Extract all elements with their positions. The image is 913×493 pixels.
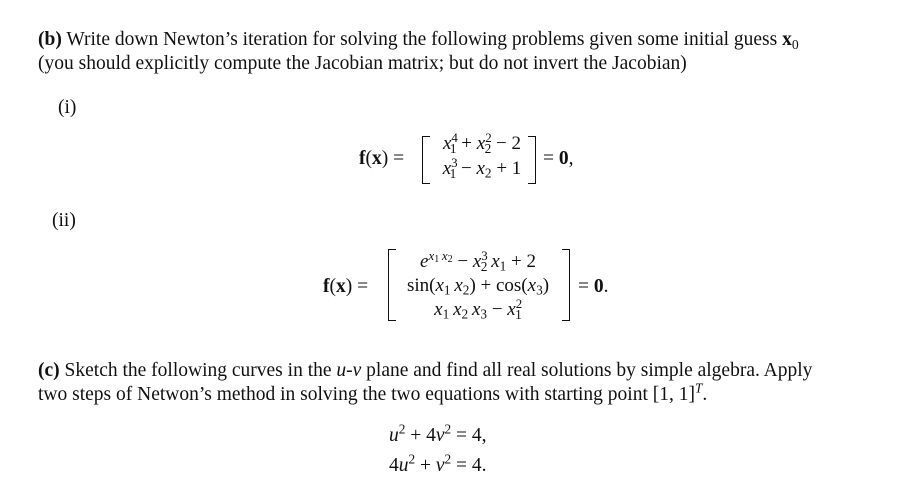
x0-subscript: 0 [791, 36, 799, 52]
part-c-label: (c) [38, 360, 60, 381]
problem-i-row-2: $x^3_1 - x_2 + 1$ [442, 154, 522, 181]
problem-i-label: (i) [58, 97, 77, 118]
problem-i-lhs: f(x) = [359, 148, 405, 169]
problem-i-right-bracket [528, 136, 536, 184]
part-c-line-2: two steps of Netwon’s method in solving the two equations with starting point [1, 1]$^T$. [38, 380, 708, 405]
problem-ii-row-1: $e^{x1 x2} - x^3_2$ $x_1 + 2$ [420, 247, 536, 274]
problem-ii-lhs: f(x) = [323, 276, 369, 297]
problem-i-row-1: $x^4_1 + x^2_2 - 2$ [442, 129, 522, 156]
x0-symbol: x [782, 29, 792, 50]
part-c-equation-2: $4u^2 + v^2 = 4$. [389, 451, 487, 476]
part-b-text-1: Write down Newton’s iteration for solving the following problems given some initial guess [66, 29, 778, 50]
part-b-line-1 [38, 28, 799, 52]
part-b-label: (b) [38, 29, 62, 50]
problem-i-rhs: = 0, [543, 148, 574, 169]
problem-ii-label: (ii) [52, 210, 76, 231]
part-c-line-1: (c) Sketch the following curves in the u-v plane and find all real solutions by simple algebra. Apply [38, 360, 813, 381]
part-c-equation-1: $u^2 + 4v^2 = 4$, [389, 421, 487, 446]
problem-ii-row-3: $x_1$ $x_2$ $x_3 - x^2_1$ [434, 295, 523, 322]
problem-ii-rhs: = 0. [578, 276, 609, 297]
problem-ii-right-bracket [562, 249, 570, 321]
part-b-line-2: (you should explicitly compute the Jacobian matrix; but do not invert the Jacobian) [38, 53, 687, 74]
problem-ii-row-2: $\sin(x_1$ $x_2) + \cos(x_3)$ [406, 275, 550, 298]
